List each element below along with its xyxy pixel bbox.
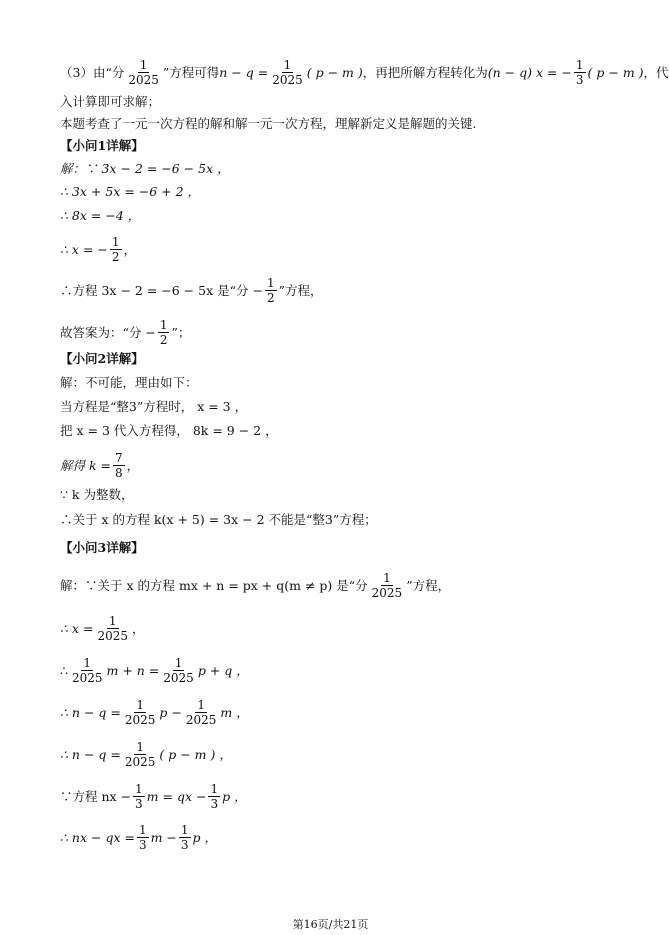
q3-step-4: ∴ n − q = $\frac{1}{2025}$ p − $\frac{1}{2025}$ m ，: [60, 698, 249, 727]
q2-step-4: 解得 k = $\frac{7}{8}$ ，: [60, 451, 140, 480]
fraction: $\frac{1}{2025}$: [128, 58, 159, 87]
q2-step-3: 把 x = 3 代入方程得， 8k = 9 − 2 ，: [60, 423, 278, 438]
q3-step-1: 解：∵关于 x 的方程 mx + n = px + q(m ≠ p) 是“分 $\frac{1}{2025}$ ”方程，: [60, 571, 451, 600]
fraction: $\frac{1}{2025}$: [124, 740, 156, 769]
q1-step-5: ∴方程 3x − 2 = −6 − 5x 是“分 − $\frac{1}{2}$ ”方程，: [60, 276, 323, 305]
math: ( p − m ): [587, 64, 644, 80]
fraction: $\frac{1}{2}$: [266, 276, 275, 305]
q3-step-5: ∴ n − q = $\frac{1}{2025}$ ( p − m ) ，: [60, 740, 232, 769]
q2-step-6: ∴关于 x 的方程 k(x + 5) = 3x − 2 不能是“整3”方程；: [60, 512, 377, 527]
q2-step-5: ∵ k 为整数，: [60, 487, 134, 502]
q3-heading: 【小问3详解】: [60, 540, 144, 555]
math: (n − q) x = −: [487, 64, 572, 80]
fraction: $\frac{1}{2025}$: [97, 614, 128, 643]
fraction: $\frac{1}{3}$: [575, 58, 584, 87]
q1-step-2: ∴ 3x + 5x = −6 + 2 ，: [60, 184, 201, 199]
text: （3）由“分: [60, 64, 125, 80]
intro-line-1: [60, 58, 669, 87]
q3-step-6: ∵方程 nx − $\frac{1}{3}$ m = qx − $\frac{1}{3}$ p ，: [60, 782, 247, 811]
fraction: $\frac{1}{2025}$: [163, 656, 194, 685]
fraction: $\frac{1}{2025}$: [71, 656, 103, 685]
q2-heading: 【小问2详解】: [60, 351, 144, 366]
fraction: $\frac{1}{3}$: [138, 823, 147, 852]
fraction: $\frac{1}{3}$: [180, 823, 189, 852]
q1-step-4: ∴ x = − $\frac{1}{2}$ ，: [60, 235, 137, 264]
q2-step-2: 当方程是“整3”方程时， x = 3 ，: [60, 399, 248, 414]
q2-step-1: 解：不可能，理由如下：: [60, 375, 198, 390]
page-footer: 第16页/共21页: [292, 918, 369, 931]
fraction: $\frac{1}{2025}$: [371, 571, 403, 600]
fraction: $\frac{1}{3}$: [135, 782, 143, 811]
math: ( p − m ): [306, 64, 363, 80]
fraction: $\frac{7}{8}$: [115, 451, 123, 480]
fraction: $\frac{1}{2}$: [111, 235, 120, 264]
text: ，代: [643, 64, 669, 80]
q1-step-1: 解：∵ 3x − 2 = −6 − 5x ，: [60, 161, 230, 176]
intro-line-3: 本题考查了一元一次方程的解和解一元一次方程，理解新定义是解题的关键.: [60, 116, 477, 131]
fraction: $\frac{1}{2025}$: [124, 698, 156, 727]
text: ”方程可得: [162, 64, 220, 80]
math: n − q =: [219, 64, 269, 80]
fraction: $\frac{1}{2025}$: [185, 698, 217, 727]
text: ，再把所解方程转化为: [362, 64, 488, 80]
fraction: $\frac{1}{3}$: [210, 782, 219, 811]
q1-step-3: ∴ 8x = −4 ，: [60, 208, 141, 223]
q3-step-2: ∴ x = $\frac{1}{2025}$ ，: [60, 614, 145, 643]
q1-heading: 【小问1详解】: [60, 138, 144, 153]
fraction: $\frac{1}{2025}$: [272, 58, 303, 87]
intro-line-2: 入计算即可求解；: [60, 94, 161, 109]
q3-step-7: ∴ nx − qx = $\frac{1}{3}$ m − $\frac{1}{3}$ p ，: [60, 823, 218, 852]
fraction: $\frac{1}{2}$: [159, 318, 168, 347]
q3-step-3: ∴ $\frac{1}{2025}$ m + n = $\frac{1}{2025}$ p + q ，: [60, 656, 249, 685]
q1-answer: 故答案为：“分 − $\frac{1}{2}$ ”；: [60, 318, 191, 347]
